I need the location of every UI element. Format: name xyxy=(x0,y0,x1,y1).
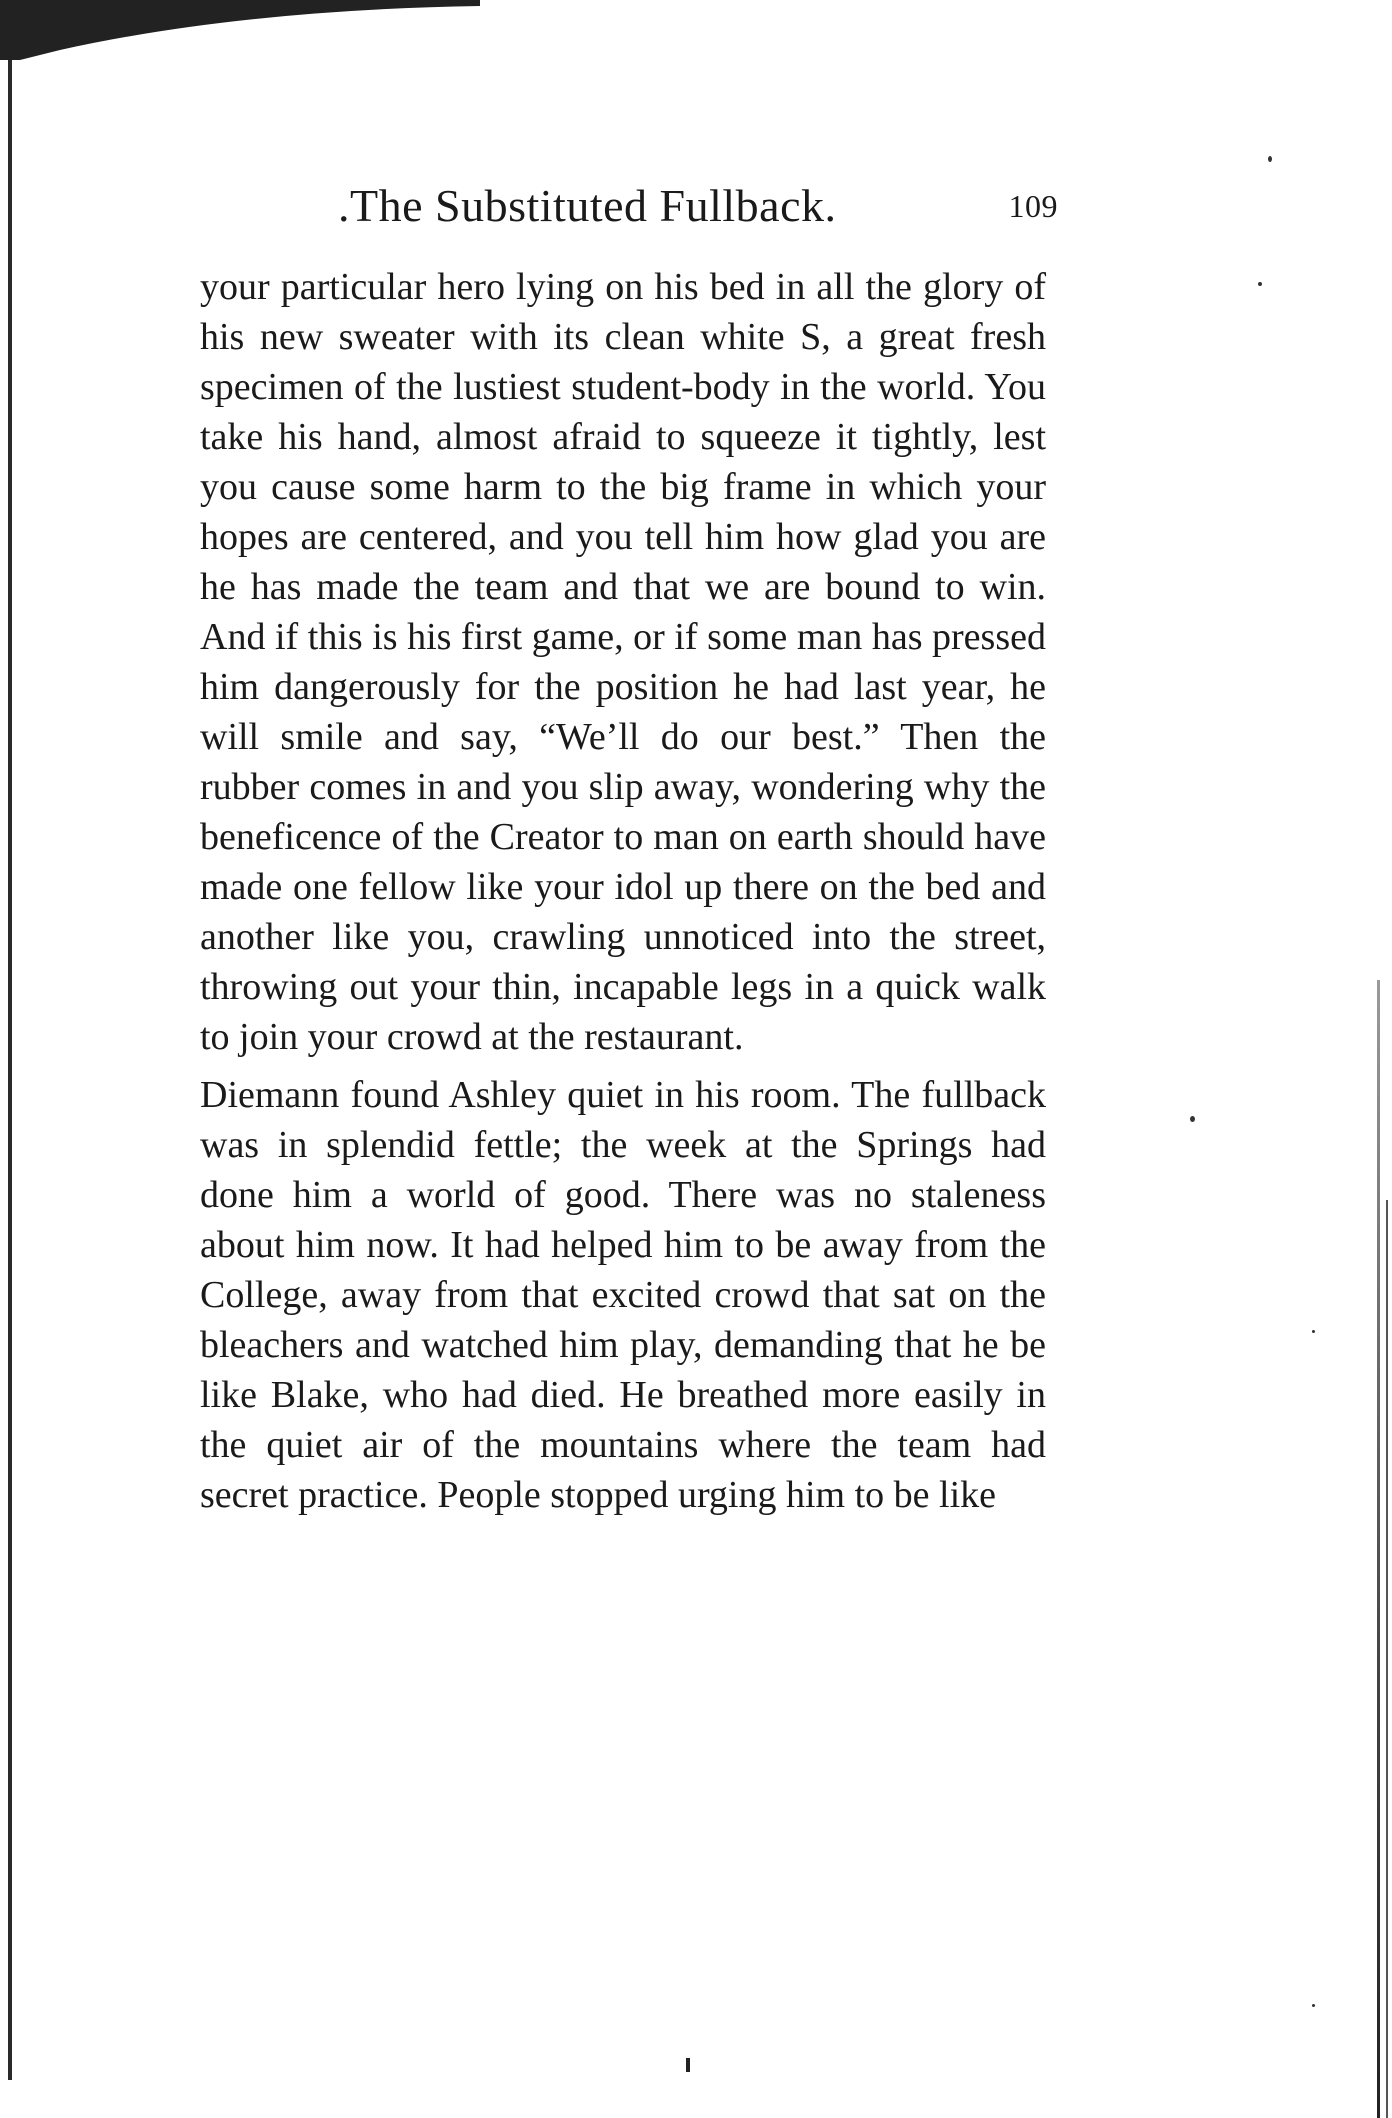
scan-speck xyxy=(1312,2004,1315,2007)
body-text xyxy=(200,262,1046,1520)
running-head xyxy=(338,176,1058,236)
torn-corner-mark xyxy=(0,0,480,60)
scan-speck xyxy=(1190,1116,1195,1122)
page-number: 109 xyxy=(1008,188,1058,224)
running-head-title: .The Substituted Fullback. xyxy=(338,180,837,231)
page-right-edge-outer xyxy=(1386,1200,1388,2118)
paragraph: Diemann found Ashley quiet in his room. The fullback was in splendid fettle; the week at the Springs had done him a world of good. There was no staleness about him now. It had helped him to be away from the College, away from that excited crowd that sat on the bleachers and watched him play, demanding that he be like Blake, who had died. He breathed more easily in the quiet air of the mountains where the team had secret practice. People stopped urging him to be like xyxy=(200,1074,1046,1516)
page-left-edge xyxy=(8,40,12,2080)
page-right-edge xyxy=(1377,980,1380,2118)
scan-speck xyxy=(1312,1330,1315,1333)
paragraph: your particular hero lying on his bed in all the glory of his new sweater with its clean white S, a great fresh specimen of the lustiest student-body in the world. You take his hand, almost afraid to squeeze it tightly, lest you cause some harm to the big frame in which your hopes are centered, and you tell him how glad you are he has made the team and that we are bound to win. And if this is his first game, or if some man has pressed him dangerously for the position he had last year, he will smile and say, “We’ll do our best.” Then the rubber comes in and you slip away, wondering why the beneficence of the Creator to man on earth should have made one fellow like your idol up there on the bed and another like you, crawling unnoticed into the street, throwing out your thin, incapable legs in a quick walk to join your crowd at the restaurant. xyxy=(200,266,1046,1058)
scan-speck xyxy=(1258,282,1262,286)
scan-footer-mark xyxy=(686,2058,690,2072)
scan-speck xyxy=(1268,156,1272,162)
